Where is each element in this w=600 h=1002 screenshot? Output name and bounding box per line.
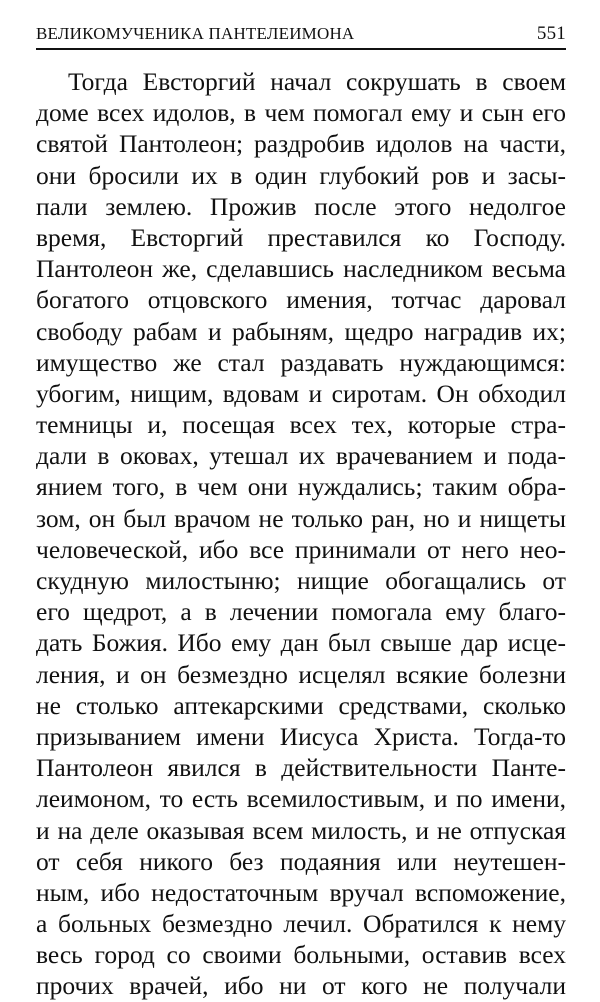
running-head xyxy=(36,22,566,50)
text-line: не столько аптекарскими средствами, сколько xyxy=(36,690,566,720)
text-line: человеческой, ибо все принимали от него нео- xyxy=(36,534,566,564)
text-line: а больных безмездно лечил. Обратился к нему xyxy=(36,909,566,939)
text-line: скудную милостыню; нищие обогащались от xyxy=(36,566,566,595)
text-line: свободу рабам и рабыням, щедро наградив их; xyxy=(36,316,566,346)
text-line: весь город со своими больными, оставив всех xyxy=(36,940,566,970)
text-line: Пантолеон явился в действительности Панте- xyxy=(36,753,566,783)
book-page xyxy=(36,22,566,1002)
text-line: дали в оковах, утешал их врачеванием и пода- xyxy=(36,441,566,471)
text-line: прочих врачей, ибо ни от кого не получали xyxy=(36,971,566,1001)
text-line: ления, и он безмездно исцелял всякие болезни xyxy=(36,659,566,689)
text-line: святой Пантолеон; раздробив идолов на части, xyxy=(36,129,566,159)
text-line: его щедрот, а в лечении помогала ему благо- xyxy=(36,597,566,627)
text-line: призыванием имени Иисуса Христа. Тогда-то xyxy=(36,721,566,751)
text-line: янием того, в чем они нуждались; таким обра- xyxy=(36,472,566,502)
text-line: доме всех идолов, в чем помогал ему и сын его xyxy=(36,98,566,128)
body-text xyxy=(36,66,566,1002)
text-line: зом, он был врачом не только ран, но и нищеты xyxy=(36,503,566,533)
text-line: леимоном, то есть всемилостивым, и по имени, xyxy=(36,784,566,814)
text-line: время, Евсторгий преставился ко Господу. xyxy=(36,222,566,252)
text-line: убогим, нищим, вдовам и сиротам. Он обходил xyxy=(36,378,566,408)
page-number: 551 xyxy=(536,23,566,44)
text-line: пали землею. Прожив после этого недолгое xyxy=(36,191,566,221)
running-title: ВЕЛИКОМУЧЕНИКА ПАНТЕЛЕИМОНА xyxy=(36,24,355,43)
text-line: Пантолеон же, сделавшись наследником весьма xyxy=(36,254,566,284)
text-line: темницы и, посещая всех тех, которые стра- xyxy=(36,410,566,440)
text-line: имущество же стал раздавать нуждающимся: xyxy=(36,347,566,377)
text-line: дать Божия. Ибо ему дан был свыше дар исце- xyxy=(36,628,566,658)
text-line: Тогда Евсторгий начал сокрушать в своем xyxy=(68,67,566,96)
text-line: богатого отцовского имения, тотчас даровал xyxy=(36,285,566,315)
text-line: они бросили их в один глубокий ров и засы- xyxy=(36,160,566,190)
text-line: от себя никого без подаяния или неутешен- xyxy=(36,846,566,876)
text-line: ным, ибо недостаточным вручал вспоможение, xyxy=(36,877,566,907)
text-line: и на деле оказывая всем милость, и не отпуская xyxy=(36,815,566,845)
